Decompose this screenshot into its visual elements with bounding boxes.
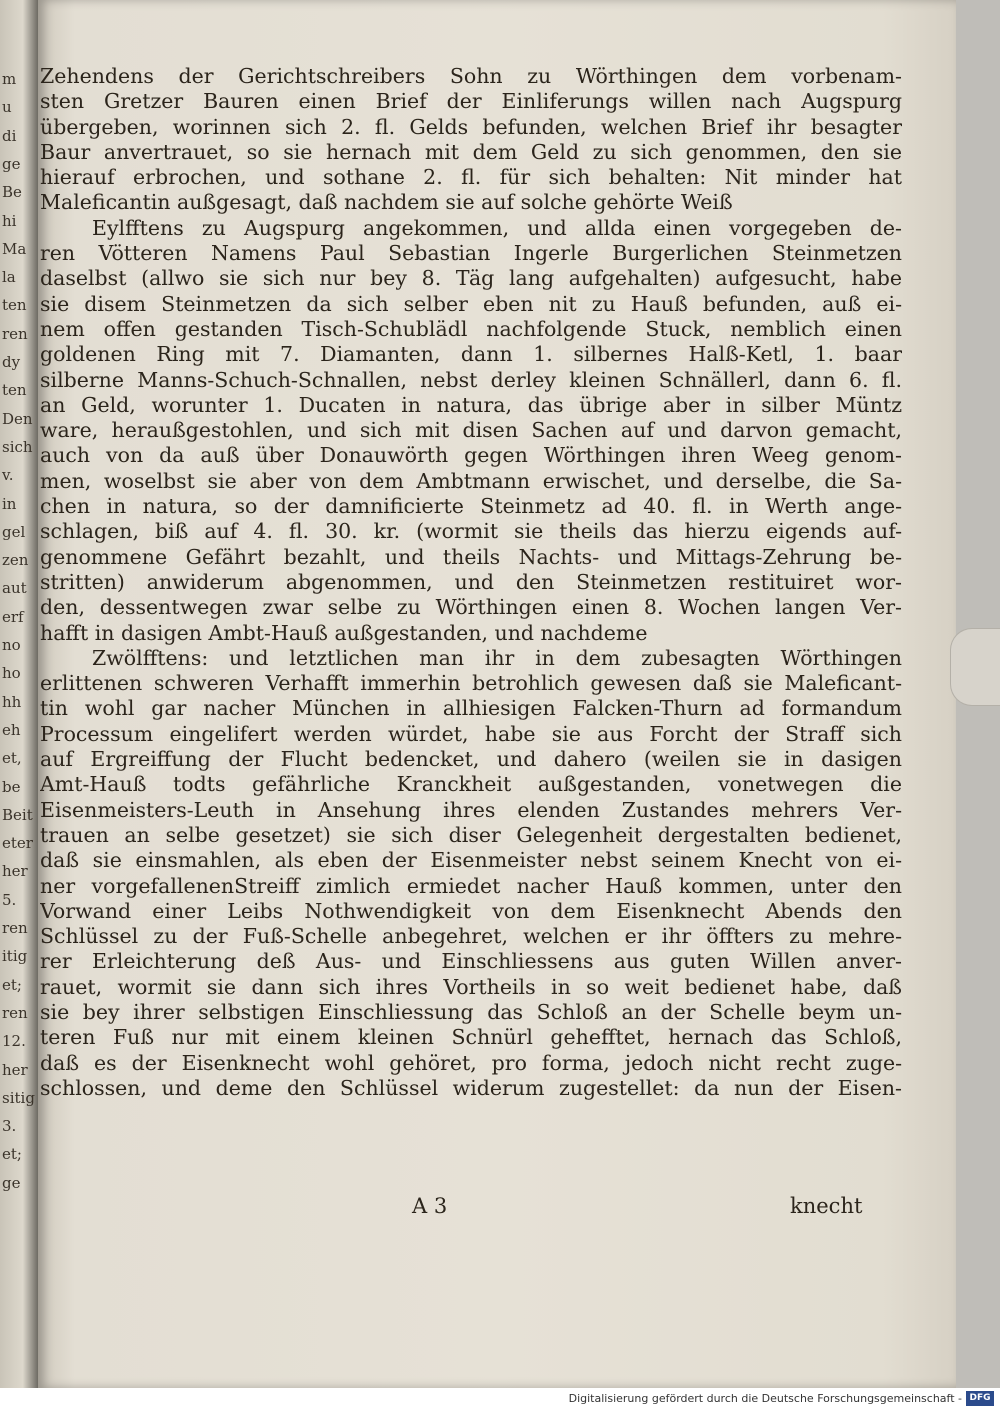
margin-fragment: Den [2,409,33,428]
document-page [38,0,956,1388]
margin-fragment: no [2,636,21,654]
text-line: Zwölfftens: und letztlichen man ihr in dem zubesagten Wörthingen [92,645,902,670]
footer-bar [0,1388,1000,1410]
text-line: Processum eingelifert werden würdet, habe sie aus Forcht der Straff sich [40,721,902,746]
margin-fragment: ge [2,154,21,173]
body-text [40,64,902,1101]
margin-fragment: zen [2,551,29,570]
margin-fragment: et; [2,1145,22,1164]
margin-fragment: ren [2,324,28,343]
previous-page-edge [0,0,38,1388]
text-line: daselbst (allwo sie sich nur bey 8. Täg lang aufgehalten) aufgesucht, habe [40,266,902,291]
text-line: tin wohl gar nacher München in allhiesigen Falcken-Thurn ad formandum [40,696,902,721]
margin-fragment: et; [2,975,22,994]
text-line: chen in natura, so der damnificierte Steinmetz ad 40. fl. in Werth ange- [40,494,902,519]
text-line: auch von da auß über Donauwörth gegen Wörthingen ihren Weeg genom- [40,443,902,468]
margin-fragment: be [2,777,21,796]
margin-fragment: eh [2,720,21,739]
text-line: daß es der Eisenknecht wohl gehöret, pro forma, jedoch nicht recht zuge- [40,1050,902,1075]
dfg-logo: DFG [966,1391,994,1406]
text-line: ren Vötteren Namens Paul Sebastian Ingerle Burgerlichen Steinmetzen [40,241,902,266]
margin-fragment: hh [2,692,22,711]
text-line: an Geld, worunter 1. Ducaten in natura, das übrige aber in silber Müntz [40,392,902,417]
text-line: hafft in dasigen Ambt-Hauß außgestanden, und nachdeme [40,620,648,645]
margin-fragment: et, [2,749,22,768]
margin-fragment: her [2,1060,28,1079]
text-line: stritten) anwiderum abgenommen, und den Steinmetzen restituiret wor- [40,569,902,594]
margin-fragment: u [2,98,12,117]
margin-fragment: ten [2,296,27,315]
page-tab-handle [950,628,1000,706]
margin-fragment: sitig [2,1088,35,1107]
text-line: Eisenmeisters-Leuth in Ansehung ihres elenden Zustandes mehrers Ver- [40,797,902,822]
margin-fragment: sich [2,437,33,456]
margin-fragment: eter [2,834,33,853]
text-line: sten Gretzer Bauren einen Brief der Einliferungs willen nach Augspurg [40,89,902,114]
text-line: ware, heraußgestohlen, und sich mit disen Sachen auf und darvon gemacht, [40,418,902,443]
text-line: den, dessentwegen zwar selbe zu Wörthingen einen 8. Wochen langen Ver- [40,595,902,620]
text-line: men, woselbst sie aber von dem Ambtmann erwischet, und derselbe, die Sa- [40,468,902,493]
text-line: sie disem Steinmetzen da sich selber eben nit zu Hauß befunden, auß ei- [40,291,902,316]
text-line: genommene Gefährt bezahlt, und theils Nachts- und Mittags-Zehrung be- [40,544,902,569]
text-line: Schlüssel zu der Fuß-Schelle anbegehret, welchen er ihr öffters zu mehre- [40,924,902,949]
text-line: sie bey ihrer selbstigen Einschliessung das Schloß an der Schelle beym un- [40,999,902,1024]
text-line: Eylfftens zu Augspurg angekommen, und allda einen vorgegeben de- [92,215,902,240]
catchword: knecht [790,1194,863,1218]
text-line: silberne Manns-Schuch-Schnallen, nebst derley kleinen Schnällerl, dann 6. fl. [40,367,902,392]
text-line: nem offen gestanden Tisch-Schublädl nachfolgende Stuck, nemblich einen [40,316,902,341]
text-line: Vorwand einer Leibs Nothwendigkeit von dem Eisenknecht Abends den [40,898,902,923]
text-line: erlittenen schweren Verhafft immerhin betrohlich gewesen daß sie Maleficant- [40,671,902,696]
text-line: Maleficantin außgesagt, daß nachdem sie auf solche gehörte Weiß [40,190,733,215]
text-line: auf Ergreiffung der Flucht bedencket, und dahero (weilen sie in dasigen [40,747,902,772]
margin-fragment: ren [2,919,28,937]
margin-fragment: 3. [2,1117,17,1136]
margin-fragment: m [2,70,17,88]
margin-fragment: Be [2,183,22,202]
margin-fragment: dy [2,353,21,371]
text-line: ner vorgefallenenStreiff zimlich ermiedet nacher Hauß kommen, unter den [40,873,902,898]
margin-fragment: ren [2,1003,28,1022]
margin-fragment: aut [2,579,27,598]
text-line: daß sie einsmahlen, als eben der Eisenmeister nebst seinem Knecht von ei- [40,848,902,873]
margin-fragment: di [2,126,17,145]
margin-fragment: 12. [2,1032,26,1051]
margin-fragment: la [2,268,16,287]
text-line: rer Erleichterung deß Aus- und Einschliessens aus guten Willen anver- [40,949,902,974]
margin-fragment: v. [2,466,14,485]
text-line: Baur anvertrauet, so sie hernach mit dem Geld zu sich genommen, den sie [40,139,902,164]
text-line: teren Fuß nur mit einem kleinen Schnürl gehefftet, hernach das Schloß, [40,1025,902,1050]
margin-fragment: her [2,862,28,881]
margin-fragment: hi [2,211,17,230]
margin-fragment: itig [2,947,28,966]
text-line: Amt-Hauß todts gefährliche Kranckheit außgestanden, vonetwegen die [40,772,902,797]
margin-fragment: Ma [2,239,27,258]
footer-credit: Digitalisierung gefördert durch die Deutsche Forschungsgemeinschaft - [568,1392,962,1405]
margin-fragment: erf [2,607,24,626]
margin-fragment: ho [2,664,21,683]
text-line: übergeben, worinnen sich 2. fl. Gelds befunden, welchen Brief ihr besagter [40,114,902,139]
margin-fragment: Beit [2,805,33,824]
signature-mark: A 3 [412,1194,448,1218]
text-line: goldenen Ring mit 7. Diamanten, dann 1. silbernes Halß-Ketl, 1. baar [40,342,902,367]
margin-fragment: gel [2,522,26,541]
text-line: rauet, wormit sie dann sich ihres Vortheils in so weit bedienet habe, daß [40,974,902,999]
margin-fragment: 5. [2,890,17,909]
text-line: schlagen, biß auf 4. fl. 30. kr. (wormit sie theils das hierzu eigends auf- [40,519,902,544]
text-line: Zehendens der Gerichtschreibers Sohn zu Wörthingen dem vorbenam- [40,64,902,88]
text-line: trauen an selbe gesetzet) sie sich diser Gelegenheit dergestalten bedienet, [40,822,902,847]
margin-fragment: ge [2,1173,21,1192]
text-line: hierauf erbrochen, und sothane 2. fl. für sich behalten: Nit minder hat [40,165,902,190]
page-foot [38,1194,956,1222]
margin-fragment: ten [2,381,27,400]
text-line: schlossen, und deme den Schlüssel widerum zugestellet: da nun der Eisen- [40,1075,902,1100]
margin-fragment: in [2,494,17,513]
